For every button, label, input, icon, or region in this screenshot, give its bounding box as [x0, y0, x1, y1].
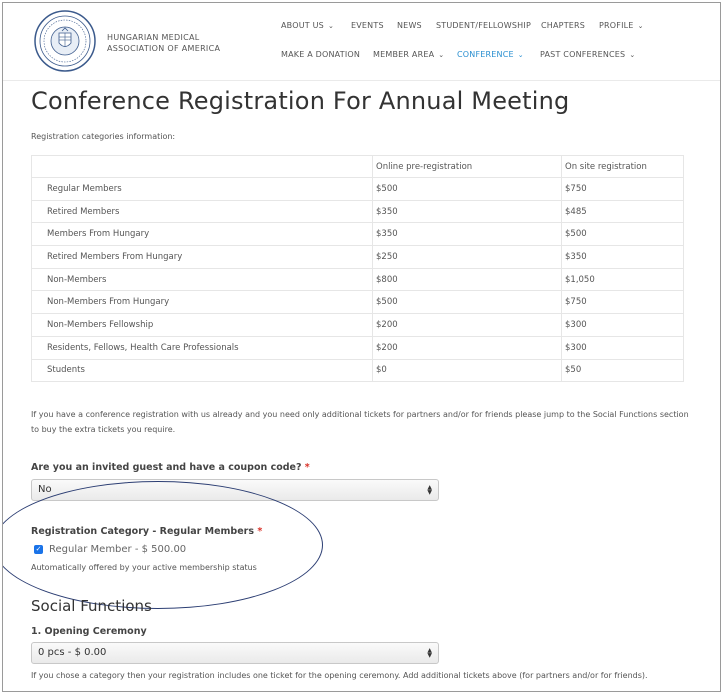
nav-chapters[interactable]	[541, 21, 585, 30]
category-cell: Non-Members Fellowship	[32, 314, 373, 337]
coupon-question-label	[31, 462, 310, 473]
regular-member-option-label[interactable]: Regular Member - $ 500.00	[49, 544, 187, 555]
nav-label: MAKE A DONATION	[281, 50, 361, 59]
annotation-ellipse	[2, 481, 323, 609]
brand-line-1: HUNGARIAN MEDICAL	[107, 33, 200, 42]
onsite-price-cell: $485	[562, 200, 684, 223]
coupon-question-text: Are you an invited guest and have a coupon code?	[31, 462, 302, 473]
table-row	[32, 178, 684, 201]
online-price-cell: $200	[373, 336, 562, 359]
onsite-price-cell: $500	[562, 223, 684, 246]
table-row	[32, 291, 684, 314]
association-seal-logo[interactable]	[33, 9, 97, 73]
category-cell: Retired Members	[32, 200, 373, 223]
nav-about-us[interactable]	[281, 21, 334, 30]
category-cell: Non-Members	[32, 268, 373, 291]
onsite-price-cell: $750	[562, 291, 684, 314]
onsite-price-cell: $50	[562, 359, 684, 382]
browser-frame	[2, 2, 721, 692]
online-price-cell: $350	[373, 200, 562, 223]
online-price-cell: $250	[373, 246, 562, 269]
category-cell: Residents, Fellows, Health Care Professionals	[32, 336, 373, 359]
required-mark: *	[257, 526, 263, 537]
table-header-row	[32, 156, 684, 178]
brand-line-2: ASSOCIATION OF AMERICA	[107, 44, 221, 53]
category-cell: Retired Members From Hungary	[32, 246, 373, 269]
category-cell: Students	[32, 359, 373, 382]
brand-name[interactable]	[107, 32, 237, 54]
chevron-down-icon: ⌄	[438, 51, 445, 59]
table-row	[32, 268, 684, 291]
select-arrows-icon: ▲ ▼	[427, 647, 432, 659]
nav-member-area[interactable]	[373, 50, 444, 59]
categories-info-label: Registration categories information:	[31, 132, 176, 141]
registration-fees-table	[31, 155, 684, 382]
category-cell: Regular Members	[32, 178, 373, 201]
chevron-down-icon: ⌄	[629, 51, 636, 59]
nav-label: CHAPTERS	[541, 21, 586, 30]
online-price-cell: $200	[373, 314, 562, 337]
nav-news[interactable]	[397, 21, 422, 30]
coupon-select-value: No	[38, 484, 52, 495]
registration-category-text: Registration Category - Regular Members	[31, 526, 254, 537]
chevron-down-icon: ⌄	[637, 22, 644, 30]
onsite-price-cell: $1,050	[562, 268, 684, 291]
additional-tickets-info: If you have a conference registration with us already and you need only additional tickets for partners and/or for friends please jump to the Social Functions section to buy the extra tickets you require.	[31, 410, 689, 434]
onsite-price-cell: $750	[562, 178, 684, 201]
nav-label: STUDENT/FELLOWSHIP	[436, 21, 531, 30]
nav-label: PROFILE	[599, 21, 634, 30]
online-price-cell: $500	[373, 178, 562, 201]
opening-ceremony-select[interactable]	[31, 642, 439, 664]
online-price-cell: $0	[373, 359, 562, 382]
nav-label: ABOUT US	[281, 21, 324, 30]
chevron-down-icon: ⌄	[517, 51, 524, 59]
membership-status-note: Automatically offered by your active membership status	[31, 563, 257, 572]
table-header-cell: On site registration	[562, 156, 684, 178]
nav-past-conferences[interactable]	[540, 50, 635, 59]
onsite-price-cell: $350	[562, 246, 684, 269]
onsite-price-cell: $300	[562, 314, 684, 337]
table-row	[32, 314, 684, 337]
online-price-cell: $800	[373, 268, 562, 291]
nav-label: EVENTS	[351, 21, 384, 30]
nav-label: PAST CONFERENCES	[540, 50, 626, 59]
required-mark: *	[304, 462, 310, 473]
nav-label: MEMBER AREA	[373, 50, 435, 59]
category-cell: Members From Hungary	[32, 223, 373, 246]
site-header	[3, 3, 720, 81]
nav-profile[interactable]	[599, 21, 644, 30]
select-arrows-icon: ▲ ▼	[427, 484, 432, 496]
nav-label: CONFERENCE	[457, 50, 514, 59]
nav-make-a-donation[interactable]	[281, 50, 360, 59]
table-row	[32, 359, 684, 382]
table-row	[32, 336, 684, 359]
table-header-cell	[32, 156, 373, 178]
onsite-price-cell: $300	[562, 336, 684, 359]
table-header-cell: Online pre-registration	[373, 156, 562, 178]
social-functions-heading: Social Functions	[31, 597, 152, 615]
category-cell: Non-Members From Hungary	[32, 291, 373, 314]
online-price-cell: $500	[373, 291, 562, 314]
chevron-down-icon: ⌄	[327, 22, 335, 30]
table-row	[32, 223, 684, 246]
nav-student-fellowship[interactable]	[436, 21, 531, 30]
opening-ceremony-select-value: 0 pcs - $ 0.00	[38, 647, 107, 658]
table-row	[32, 200, 684, 223]
regular-member-checkbox[interactable]: ✓	[35, 545, 42, 553]
table-row	[32, 246, 684, 269]
opening-ceremony-label: 1. Opening Ceremony	[31, 626, 147, 637]
opening-ceremony-note: If you chose a category then your registration includes one ticket for the opening ceremony. Add additional tickets above (for partners and/or for friends).	[31, 671, 648, 680]
nav-conference[interactable]	[457, 50, 524, 59]
nav-label: NEWS	[397, 21, 422, 30]
nav-events[interactable]	[351, 21, 384, 30]
online-price-cell: $350	[373, 223, 562, 246]
page-title: Conference Registration For Annual Meeting	[31, 87, 570, 115]
